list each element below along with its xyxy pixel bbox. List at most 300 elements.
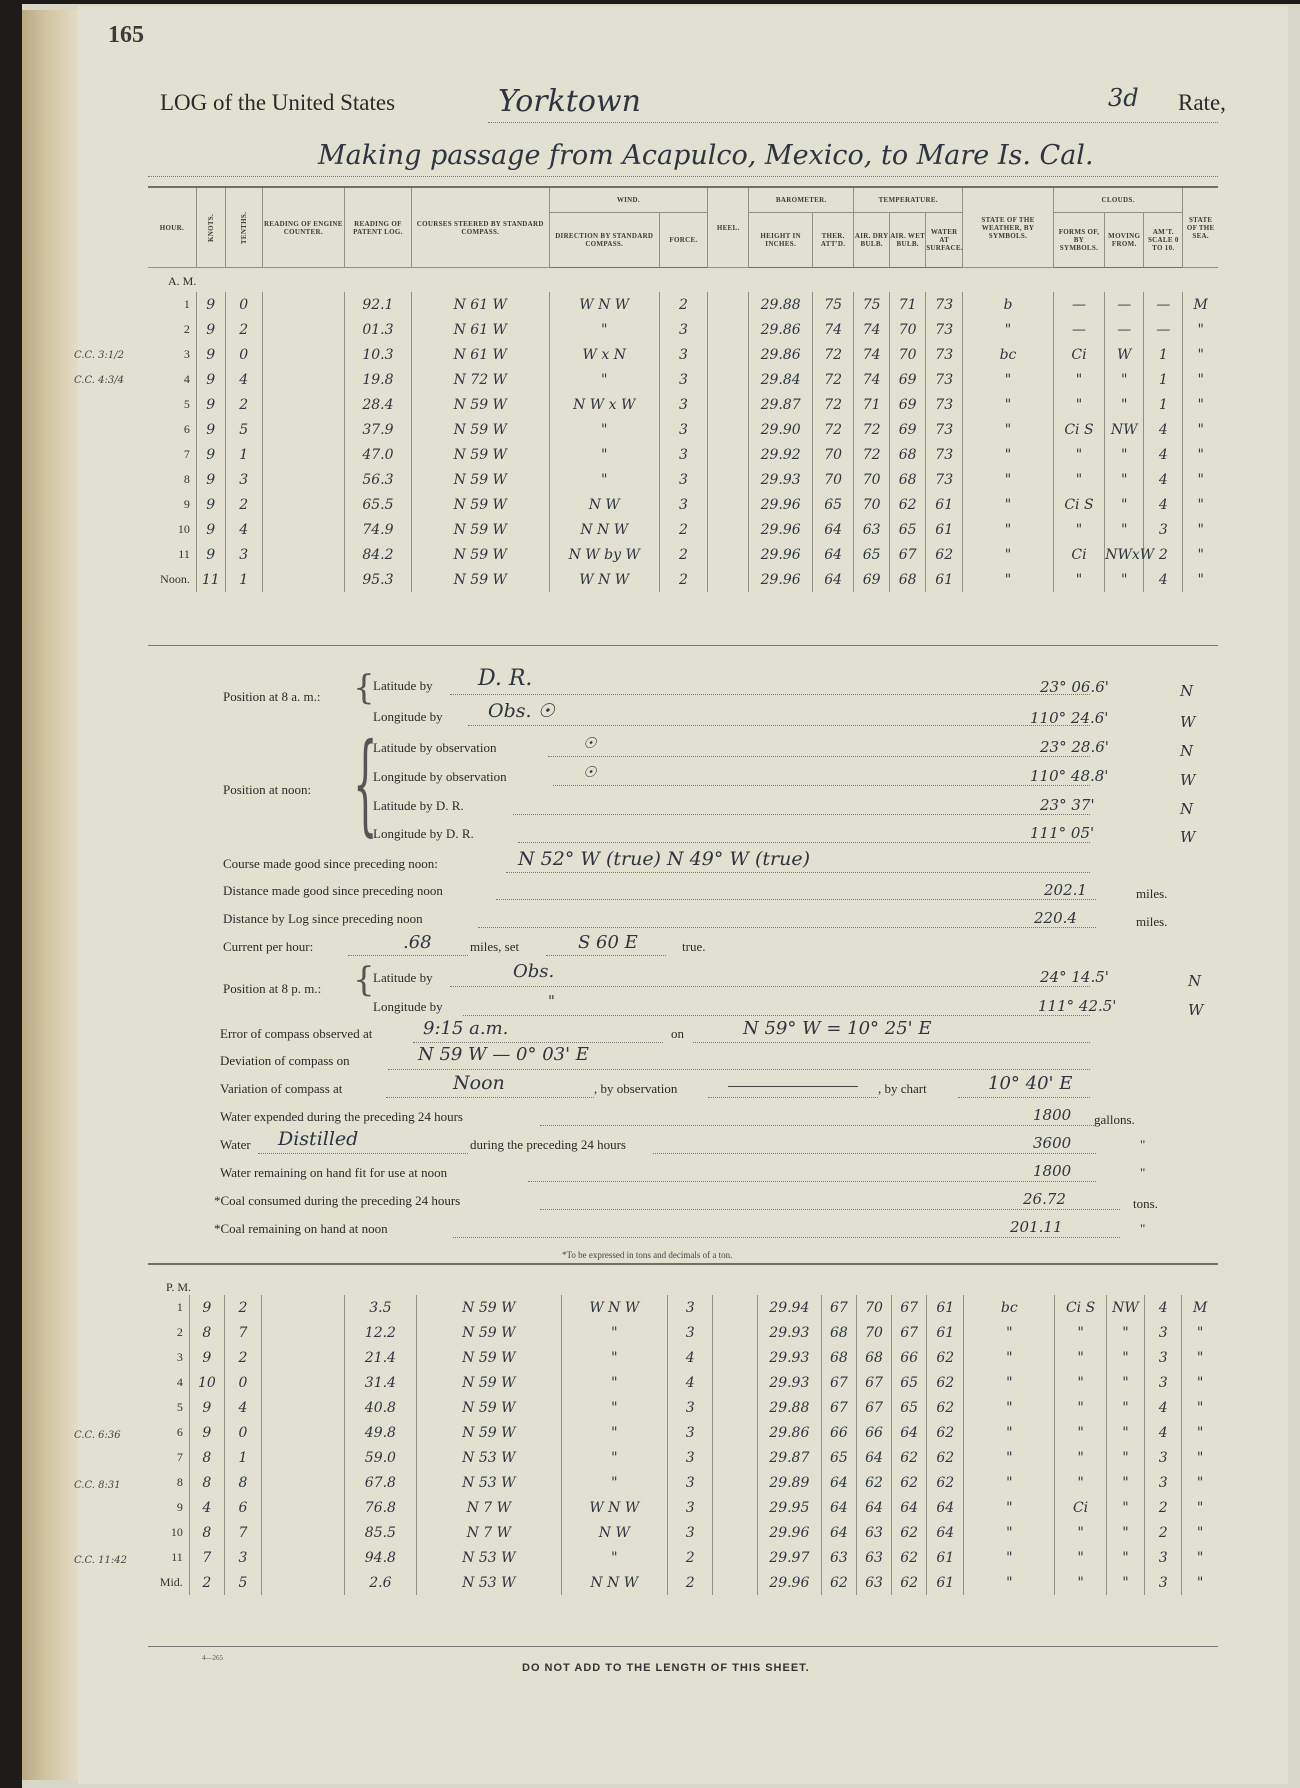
amt-cell: 2 — [1145, 1520, 1182, 1545]
sea-cell: " — [1183, 492, 1218, 517]
wet-cell: 66 — [892, 1345, 927, 1370]
lat-obs-dir: N — [1180, 742, 1194, 760]
lon8pm-label: Longitude by — [373, 999, 443, 1014]
course-cell: N 59 W — [411, 542, 549, 567]
margin-note: C.C. 8:31 — [74, 1480, 121, 1491]
tenths-cell: 6 — [224, 1495, 261, 1520]
hour-cell: 3 — [183, 347, 190, 361]
wind-header: WIND. — [549, 187, 707, 213]
patent-cell: 56.3 — [344, 467, 411, 492]
amt-cell: 4 — [1144, 417, 1183, 442]
amt-cell: — — [1144, 292, 1183, 317]
engine-cell — [262, 1470, 345, 1495]
knots-cell: 9 — [196, 442, 225, 467]
moving-cell: — — [1105, 292, 1144, 317]
force-cell: 3 — [659, 392, 707, 417]
course-cell: N 61 W — [411, 342, 549, 367]
moving-cell: NW — [1106, 1295, 1144, 1320]
engine-cell — [262, 292, 344, 317]
coal-unit: tons. — [1133, 1196, 1158, 1211]
water-temp-header: WATER AT SURFACE. — [926, 213, 963, 268]
ther-cell: 64 — [821, 1520, 856, 1545]
forms-cell: " — [1053, 467, 1104, 492]
table-row — [148, 467, 1218, 492]
sea-cell: " — [1182, 1395, 1218, 1420]
wind-cell: " — [561, 1345, 667, 1370]
wind-cell: N W — [549, 492, 659, 517]
force-cell: 2 — [667, 1570, 712, 1595]
moving-cell: W — [1105, 342, 1144, 367]
force-cell: 3 — [659, 342, 707, 367]
deviation-value: N 59 W — 0° 03' E — [418, 1044, 589, 1065]
knots-cell: 8 — [189, 1470, 224, 1495]
sea-cell: " — [1183, 367, 1218, 392]
wind-cell: " — [549, 467, 659, 492]
baro-cell: 29.93 — [757, 1320, 821, 1345]
course-cell: N 61 W — [411, 317, 549, 342]
force-cell: 3 — [659, 442, 707, 467]
lon8am-dir: W — [1180, 713, 1196, 731]
forms-cell: " — [1055, 1420, 1107, 1445]
ther-cell: 64 — [821, 1470, 856, 1495]
amt-cell: 3 — [1145, 1370, 1182, 1395]
table-row — [148, 1345, 1218, 1370]
error-value-line — [693, 1042, 1090, 1043]
force-cell: 3 — [667, 1470, 712, 1495]
force-cell: 2 — [659, 292, 707, 317]
table-row — [148, 1445, 1218, 1470]
wind-cell: " — [561, 1320, 667, 1345]
course-cell: N 59 W — [417, 1420, 562, 1445]
water-cell: 64 — [927, 1495, 964, 1520]
heel-cell — [708, 567, 749, 592]
ther-cell: 65 — [821, 1445, 856, 1470]
patent-cell: 31.4 — [344, 1370, 416, 1395]
engine-cell — [262, 317, 344, 342]
patent-cell: 49.8 — [344, 1420, 416, 1445]
ther-cell: 68 — [821, 1320, 856, 1345]
heel-cell — [713, 1495, 757, 1520]
tenths-cell: 7 — [224, 1520, 261, 1545]
cloud-amount-header: AM'T. SCALE 0 TO 10. — [1144, 213, 1183, 268]
course-cell: N 7 W — [417, 1495, 562, 1520]
patent-cell: 84.2 — [344, 542, 411, 567]
forms-cell: Ci S — [1053, 492, 1104, 517]
amt-cell: 4 — [1144, 567, 1183, 592]
heel-cell — [708, 517, 749, 542]
tenths-cell: 4 — [225, 517, 262, 542]
baro-cell: 29.86 — [757, 1420, 821, 1445]
coal-remaining-value: 201.11 — [1010, 1218, 1063, 1236]
heel-cell — [713, 1420, 757, 1445]
engine-cell — [262, 567, 344, 592]
deviation-line — [388, 1069, 1090, 1070]
amt-cell: 4 — [1144, 442, 1183, 467]
hour-cell: Mid. — [159, 1575, 183, 1589]
rate-handwritten: 3d — [1108, 84, 1139, 112]
wet-cell: 68 — [890, 467, 926, 492]
baro-cell: 29.89 — [757, 1470, 821, 1495]
lon-dr-value: 111° 05' — [1030, 824, 1095, 842]
dry-cell: 72 — [854, 442, 890, 467]
sea-cell: " — [1182, 1520, 1218, 1545]
weather-cell: " — [964, 1445, 1055, 1470]
ther-cell: 63 — [821, 1545, 856, 1570]
forms-cell: " — [1055, 1320, 1107, 1345]
baro-cell: 29.96 — [757, 1570, 821, 1595]
wind-cell: N W by W — [549, 542, 659, 567]
clouds-header: CLOUDS. — [1053, 187, 1183, 213]
force-cell: 3 — [667, 1445, 712, 1470]
lat-obs-label: Latitude by observation — [373, 740, 497, 755]
heel-cell — [708, 392, 749, 417]
lat-dr-dir: N — [1180, 800, 1194, 818]
forms-cell: " — [1055, 1370, 1107, 1395]
dry-cell: 63 — [856, 1570, 891, 1595]
knots-header: KNOTS. — [196, 187, 225, 268]
hour-cell: 8 — [176, 1475, 183, 1489]
course-made-good-label: Course made good since preceding noon: — [223, 856, 438, 871]
engine-cell — [262, 392, 344, 417]
amt-cell: 4 — [1144, 467, 1183, 492]
patent-cell: 67.8 — [344, 1470, 416, 1495]
baro-cell: 29.90 — [749, 417, 813, 442]
force-cell: 4 — [667, 1345, 712, 1370]
patent-cell: 47.0 — [344, 442, 411, 467]
dry-cell: 74 — [854, 367, 890, 392]
wind-cell: W N W — [561, 1495, 667, 1520]
forms-cell: — — [1053, 292, 1104, 317]
water-expended-unit: gallons. — [1094, 1112, 1135, 1127]
wet-cell: 67 — [892, 1295, 927, 1320]
lat-obs-method: ☉ — [583, 734, 597, 752]
dry-cell: 65 — [854, 542, 890, 567]
pm-table-bottom-rule — [148, 1646, 1218, 1647]
baro-cell: 29.86 — [749, 342, 813, 367]
knots-cell: 7 — [189, 1545, 224, 1570]
dry-cell: 63 — [856, 1520, 891, 1545]
tenths-cell: 1 — [225, 442, 262, 467]
tenths-header: TENTHS. — [225, 187, 262, 268]
hour-cell: 4 — [183, 372, 190, 386]
moving-cell: " — [1106, 1545, 1144, 1570]
forms-cell: " — [1055, 1345, 1107, 1370]
patent-cell: 01.3 — [344, 317, 411, 342]
heel-cell — [713, 1295, 757, 1320]
knots-cell: 9 — [196, 492, 225, 517]
ther-cell: 62 — [821, 1570, 856, 1595]
hour-cell: 1 — [183, 297, 190, 311]
course-cell: N 53 W — [417, 1570, 562, 1595]
patent-cell: 95.3 — [344, 567, 411, 592]
ther-cell: 64 — [813, 517, 854, 542]
weather-cell: " — [963, 517, 1054, 542]
margin-note: C.C. 6:36 — [74, 1430, 121, 1441]
moving-cell: " — [1106, 1370, 1144, 1395]
dry-cell: 66 — [856, 1420, 891, 1445]
lon-dr-line — [518, 842, 1090, 843]
baro-cell: 29.96 — [757, 1520, 821, 1545]
dry-cell: 70 — [854, 467, 890, 492]
wet-cell: 67 — [890, 542, 926, 567]
hour-cell: 8 — [183, 472, 190, 486]
heel-cell — [708, 417, 749, 442]
wet-cell: 62 — [892, 1570, 927, 1595]
patent-cell: 85.5 — [344, 1520, 416, 1545]
moving-cell: NW — [1105, 417, 1144, 442]
water-cell: 62 — [927, 1395, 964, 1420]
variation-chart-line — [958, 1097, 1090, 1098]
forms-cell: " — [1053, 392, 1104, 417]
course-made-good-value: N 52° W (true) N 49° W (true) — [518, 848, 810, 870]
tenths-cell: 1 — [225, 567, 262, 592]
passage-description: Making passage from Acapulco, Mexico, to Mare Is. Cal. — [318, 140, 1094, 171]
baro-cell: 29.87 — [749, 392, 813, 417]
patent-log-header: READING OF PATENT LOG. — [344, 187, 411, 268]
knots-cell: 9 — [189, 1420, 224, 1445]
table-row — [148, 392, 1218, 417]
lon-dr-label: Longitude by D. R. — [373, 826, 474, 841]
lat8pm-label: Latitude by — [373, 970, 433, 985]
amt-cell: 4 — [1145, 1395, 1182, 1420]
tenths-cell: 3 — [225, 542, 262, 567]
page-number: 165 — [108, 22, 144, 48]
force-cell: 3 — [659, 317, 707, 342]
wind-cell: N N W — [549, 517, 659, 542]
rate-label: Rate, — [1178, 90, 1226, 115]
current-set-line — [546, 955, 666, 956]
air-dry-header: AIR. DRY BULB. — [854, 213, 890, 268]
deviation-label: Deviation of compass on — [220, 1053, 350, 1068]
wind-cell: N N W — [561, 1570, 667, 1595]
ther-cell: 67 — [821, 1395, 856, 1420]
moving-cell: " — [1106, 1470, 1144, 1495]
course-cell: N 59 W — [417, 1295, 562, 1320]
force-cell: 3 — [659, 417, 707, 442]
cloud-forms-header: FORMS OF, BY SYMBOLS. — [1053, 213, 1104, 268]
hour-cell: 7 — [176, 1450, 183, 1464]
water-expended-value: 1800 — [1033, 1106, 1072, 1124]
water-cell: 61 — [927, 1320, 964, 1345]
weather-cell: " — [964, 1370, 1055, 1395]
hour-cell: 1 — [176, 1300, 183, 1314]
hour-header: HOUR. — [148, 187, 196, 268]
dry-cell: 74 — [854, 317, 890, 342]
engine-cell — [262, 1520, 345, 1545]
baro-cell: 29.88 — [749, 292, 813, 317]
water-kind: Distilled — [278, 1128, 359, 1150]
lat8am-line — [450, 694, 1090, 695]
table-row — [148, 1395, 1218, 1420]
wet-cell: 69 — [890, 367, 926, 392]
dry-cell: 67 — [856, 1395, 891, 1420]
water-remaining-value: 1800 — [1033, 1162, 1072, 1180]
wind-cell: " — [561, 1370, 667, 1395]
water-expended-line — [540, 1125, 1096, 1126]
baro-cell: 29.96 — [749, 492, 813, 517]
tenths-cell: 0 — [224, 1420, 261, 1445]
wet-cell: 65 — [892, 1395, 927, 1420]
table-row — [148, 292, 1218, 317]
pos8am-label: Position at 8 a. m.: — [223, 689, 321, 704]
ther-cell: 64 — [813, 567, 854, 592]
forms-cell: Ci — [1053, 342, 1104, 367]
variation-obs-dash — [728, 1086, 858, 1087]
force-header: FORCE. — [659, 213, 707, 268]
water-remaining-ditto: " — [1140, 1165, 1146, 1180]
tenths-cell: 2 — [225, 492, 262, 517]
sea-cell: " — [1182, 1420, 1218, 1445]
ther-cell: 72 — [813, 342, 854, 367]
course-cell: N 59 W — [411, 442, 549, 467]
force-cell: 2 — [659, 567, 707, 592]
ther-header: THER. ATT'D. — [813, 213, 854, 268]
wet-cell: 62 — [892, 1520, 927, 1545]
table-row — [148, 1295, 1218, 1320]
hour-cell: 6 — [183, 422, 190, 436]
pos8pm-brace: { — [353, 960, 375, 1000]
water-label: Water — [220, 1137, 251, 1152]
tenths-cell: 1 — [224, 1445, 261, 1470]
hour-cell: 3 — [176, 1350, 183, 1364]
forms-cell: Ci S — [1053, 417, 1104, 442]
lon-obs-line — [553, 785, 1090, 786]
table-row — [148, 1420, 1218, 1445]
tenths-cell: 5 — [225, 417, 262, 442]
forms-cell: " — [1055, 1520, 1107, 1545]
weather-cell: " — [963, 367, 1054, 392]
engine-cell — [262, 1295, 345, 1320]
water-cell: 62 — [927, 1470, 964, 1495]
weather-header: STATE OF THE WEATHER, BY SYMBOLS. — [963, 187, 1054, 268]
wind-cell: " — [561, 1545, 667, 1570]
current-label: Current per hour: — [223, 939, 314, 954]
error-compass-on: on — [671, 1026, 684, 1041]
forms-cell: " — [1053, 367, 1104, 392]
wind-cell: W N W — [549, 292, 659, 317]
wind-cell: W x N — [549, 342, 659, 367]
lat-dr-value: 23° 37' — [1040, 796, 1095, 814]
dry-cell: 70 — [856, 1295, 891, 1320]
moving-cell: " — [1105, 492, 1144, 517]
weather-cell: " — [964, 1570, 1055, 1595]
footer-notice: DO NOT ADD TO THE LENGTH OF THIS SHEET. — [522, 1662, 810, 1674]
course-cell: N 59 W — [411, 392, 549, 417]
dry-cell: 63 — [854, 517, 890, 542]
wet-cell: 65 — [892, 1370, 927, 1395]
amt-cell: 3 — [1144, 517, 1183, 542]
am-log-table — [148, 186, 1218, 592]
knots-cell: 10 — [189, 1370, 224, 1395]
table-row — [148, 1520, 1218, 1545]
wet-cell: 62 — [892, 1470, 927, 1495]
coal-consumed-value: 26.72 — [1023, 1190, 1066, 1208]
footnote: *To be expressed in tons and decimals of a ton. — [562, 1250, 733, 1260]
dry-cell: 68 — [856, 1345, 891, 1370]
heel-cell — [713, 1470, 757, 1495]
amt-cell: 4 — [1145, 1420, 1182, 1445]
dry-cell: 75 — [854, 292, 890, 317]
amt-cell: 1 — [1144, 367, 1183, 392]
table-row — [148, 1470, 1218, 1495]
force-cell: 3 — [659, 367, 707, 392]
lon-obs-method: ☉ — [583, 763, 597, 781]
water-cell: 62 — [926, 542, 963, 567]
hour-cell: Noon. — [160, 572, 190, 586]
baro-cell: 29.87 — [757, 1445, 821, 1470]
sea-cell: " — [1182, 1345, 1218, 1370]
engine-cell — [262, 1420, 345, 1445]
moving-cell: " — [1105, 567, 1144, 592]
margin-note: C.C. 3:1/2 — [74, 350, 124, 361]
amt-cell: 4 — [1145, 1295, 1182, 1320]
engine-cell — [262, 1395, 345, 1420]
air-wet-header: AIR. WET BULB. — [890, 213, 926, 268]
water-cell: 64 — [927, 1520, 964, 1545]
lat8pm-line — [450, 986, 1090, 987]
dry-cell: 70 — [854, 492, 890, 517]
engine-cell — [262, 467, 344, 492]
heel-cell — [708, 317, 749, 342]
course-line — [506, 872, 1090, 873]
weather-cell: bc — [964, 1295, 1055, 1320]
heel-cell — [713, 1545, 757, 1570]
water-cell: 73 — [926, 367, 963, 392]
sea-cell: " — [1183, 442, 1218, 467]
course-cell: N 59 W — [411, 517, 549, 542]
course-cell: N 59 W — [417, 1395, 562, 1420]
amt-cell: 3 — [1145, 1570, 1182, 1595]
course-cell: N 61 W — [411, 292, 549, 317]
form-number: 4—265 — [202, 1654, 223, 1662]
table-row — [148, 567, 1218, 592]
engine-cell — [262, 517, 344, 542]
water-cell: 61 — [926, 567, 963, 592]
weather-cell: " — [963, 467, 1054, 492]
lon-obs-dir: W — [1180, 771, 1196, 789]
baro-cell: 29.84 — [749, 367, 813, 392]
sea-cell: M — [1183, 292, 1218, 317]
heel-cell — [708, 542, 749, 567]
engine-cell — [262, 1320, 345, 1345]
dry-cell: 64 — [856, 1495, 891, 1520]
page-stack-edge — [22, 10, 79, 1780]
water-during-label: during the preceding 24 hours — [470, 1137, 626, 1152]
table-row — [148, 542, 1218, 567]
water-cell: 73 — [926, 392, 963, 417]
force-cell: 2 — [667, 1545, 712, 1570]
force-cell: 2 — [659, 542, 707, 567]
force-cell: 3 — [667, 1420, 712, 1445]
weather-cell: " — [963, 542, 1054, 567]
forms-cell: " — [1055, 1395, 1107, 1420]
heel-cell — [713, 1395, 757, 1420]
sea-cell: M — [1182, 1295, 1218, 1320]
hour-cell: 10 — [170, 1525, 183, 1539]
patent-cell: 65.5 — [344, 492, 411, 517]
wet-cell: 68 — [890, 442, 926, 467]
hour-cell: 11 — [171, 1550, 183, 1564]
amt-cell: 1 — [1144, 342, 1183, 367]
force-cell: 3 — [667, 1320, 712, 1345]
margin-note: C.C. 4:3/4 — [74, 375, 124, 386]
error-compass-time: 9:15 a.m. — [423, 1018, 509, 1039]
force-cell: 3 — [659, 467, 707, 492]
engine-cell — [262, 1570, 345, 1595]
water-during-line — [653, 1153, 1096, 1154]
wet-cell: 64 — [892, 1495, 927, 1520]
amt-cell: 1 — [1144, 392, 1183, 417]
